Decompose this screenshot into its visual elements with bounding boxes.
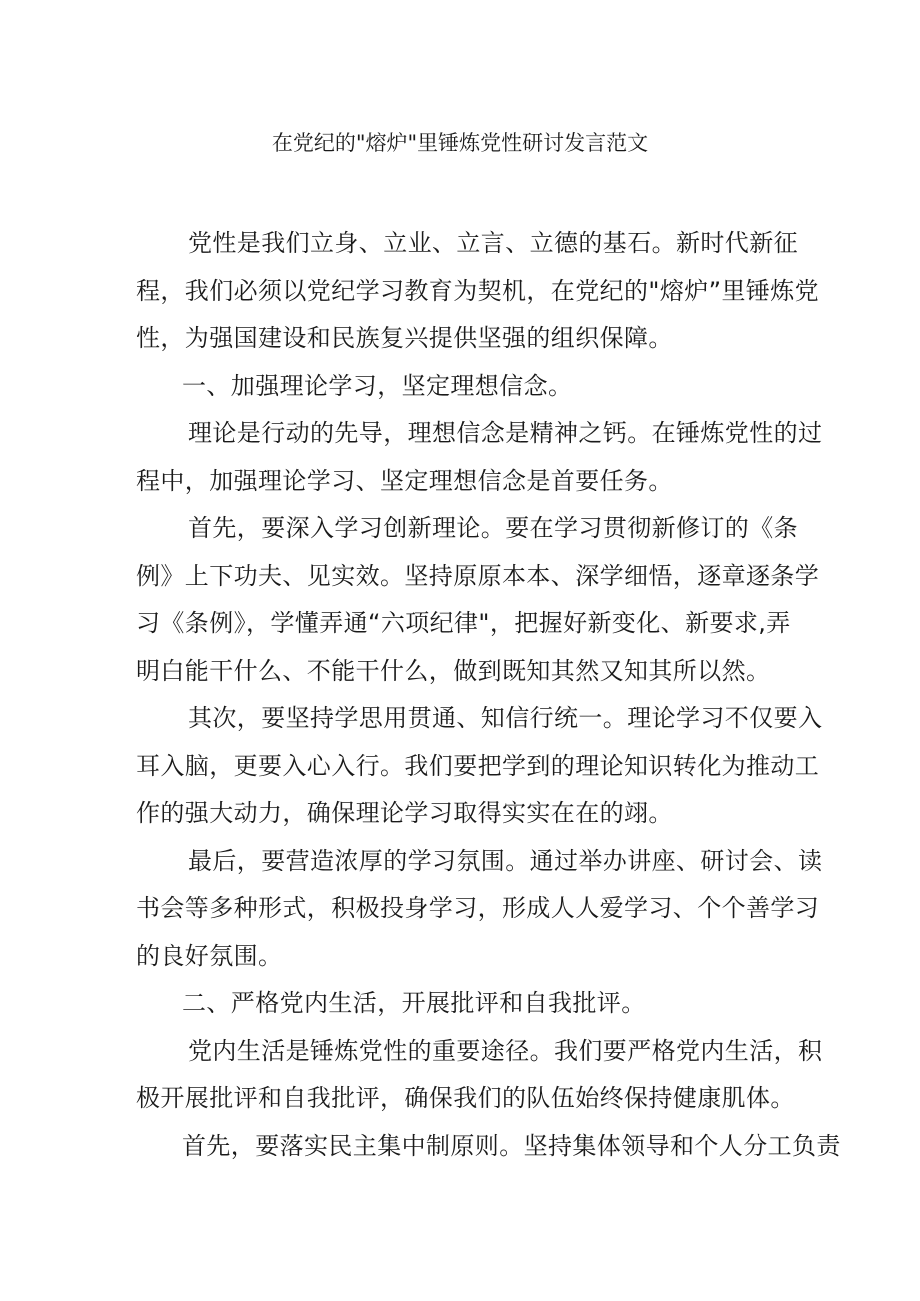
paragraph-intro — [136, 220, 820, 363]
document-title: 在党纪的"熔炉"里锤炼党性研讨发言范文 — [271, 131, 649, 155]
text-line: 一、加强理论学习，坚定理想信念。 — [182, 371, 573, 400]
text-line: 其次，要坚持学思用贯通、知信行统一。理论学习不仅要入 — [188, 704, 823, 732]
text-line: 明白能干什么、不能干什么，做到既知其然又知其所以然。 — [136, 656, 771, 685]
text-line: 党性是我们立身、立业、立言、立德的基石。新时代新征 — [188, 229, 798, 257]
text-line: 极开展批评和自我批评，确保我们的队伍始终保持健康肌体。 — [136, 1084, 795, 1112]
text-line: 习《条例》，学懂弄通“六项纪律"，把握好新变化、新要求,弄 — [136, 609, 791, 637]
paragraph — [136, 505, 820, 695]
paragraph — [136, 1123, 841, 1171]
section-heading-1 — [136, 363, 804, 411]
text-line: 党内生活是锤炼党性的重要途径。我们要严格党内生活，积 — [188, 1036, 823, 1065]
paragraph — [136, 410, 823, 505]
text-line: 程，我们必须以党纪学习教育为契机，在党纪的"熔炉”里锤炼党 — [136, 276, 820, 305]
text-line: 首先，要落实民主集中制原则。坚持集体领导和个人分工负责 — [182, 1131, 841, 1160]
text-line: 最后，要营造浓厚的学习氛围。通过举办讲座、研讨会、读 — [188, 846, 823, 875]
text-line: 作的强大动力，确保理论学习取得实实在在的翊。 — [136, 799, 673, 827]
text-line: 理论是行动的先导，理想信念是精神之钙。在锤炼党性的过 — [188, 419, 823, 447]
text-line: 首先，要深入学习创新理论。要在学习贯彻新修订的《条 — [188, 514, 798, 542]
paragraph — [136, 1028, 823, 1123]
text-line: 书会等多种形式，积极投身学习，形成人人爱学习、个个善学习 — [136, 894, 820, 922]
text-line: 程中，加强理论学习、坚定理想信念是首要任务。 — [136, 466, 673, 495]
text-line: 的良好氛围。 — [136, 941, 283, 970]
paragraph — [136, 838, 823, 981]
paragraph — [136, 695, 823, 838]
section-heading-2 — [136, 980, 804, 1028]
text-line: 例》上下功夫、见实效。坚持原原本本、深学细悟，逐章逐条学 — [136, 561, 820, 590]
text-line: 二、严格党内生活，开展批评和自我批评。 — [182, 989, 646, 1017]
document-body — [136, 220, 841, 1170]
text-line: 耳入脑，更要入心入行。我们要把学到的理论知识转化为推动工 — [136, 751, 820, 780]
text-line: 性，为强国建设和民族复兴提供坚强的组织保障。 — [136, 324, 673, 352]
